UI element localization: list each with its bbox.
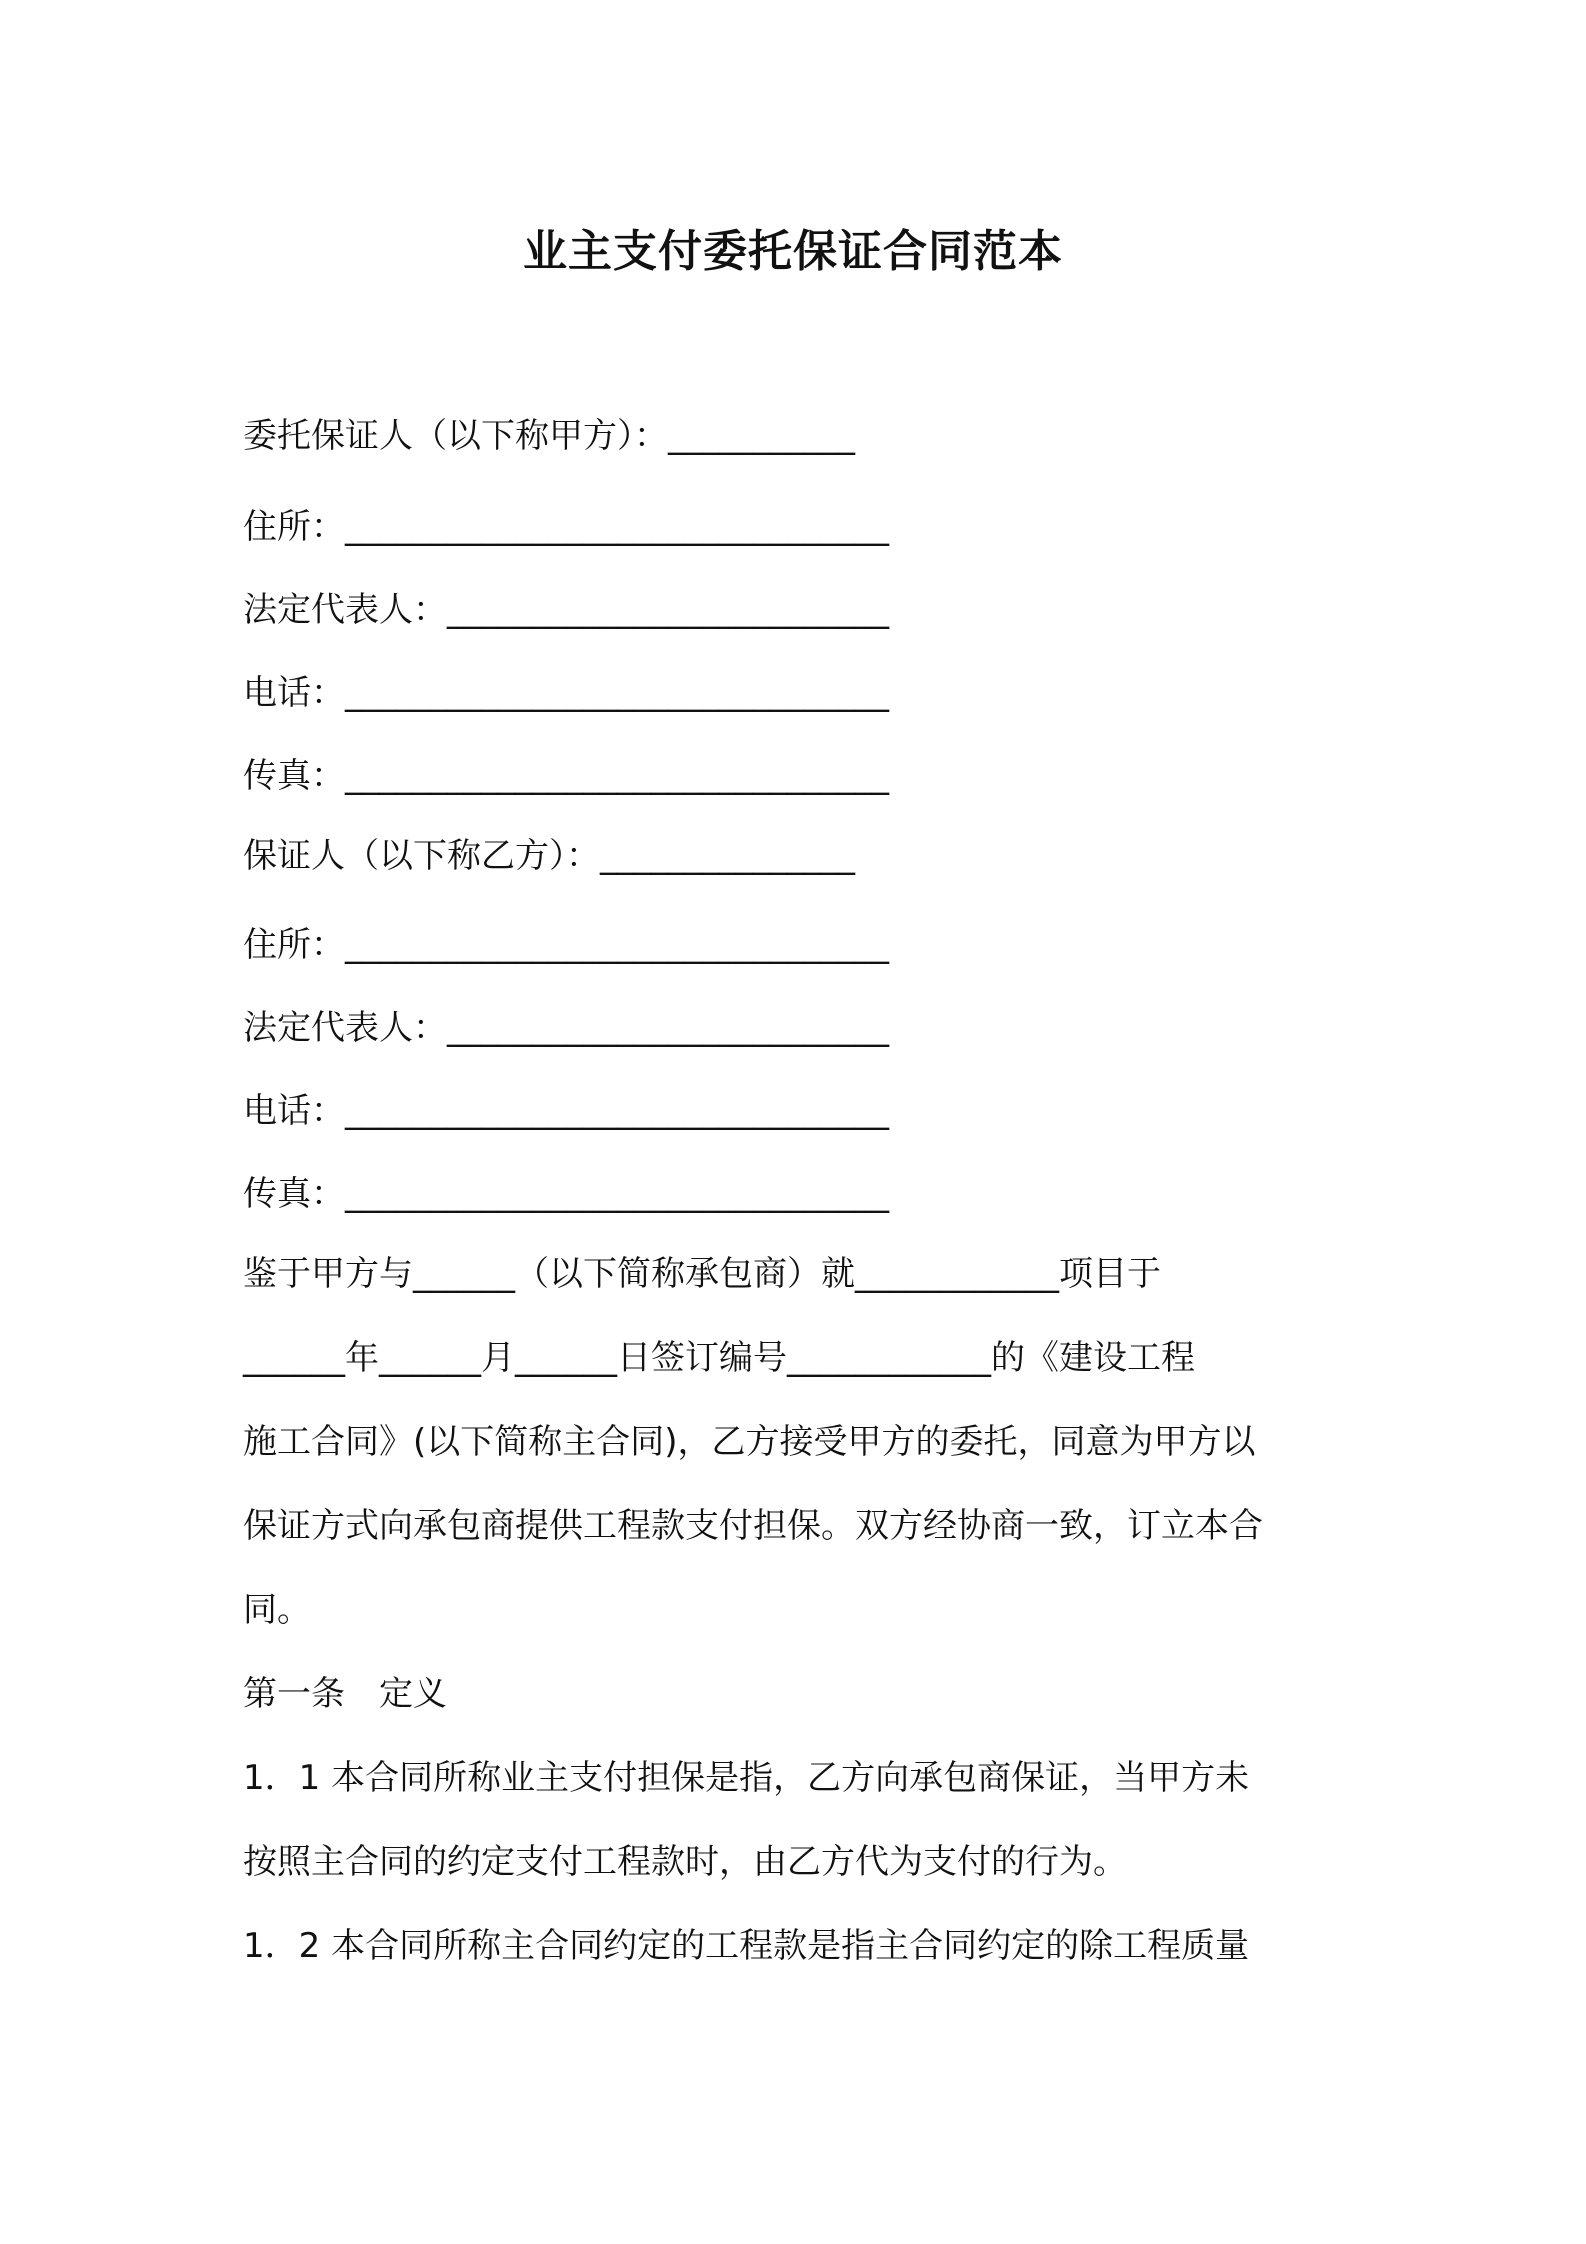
preamble-line-4: 保证方式向承包商提供工程款支付担保。双方经协商一致，订立本合 [243,1506,1263,1546]
party-b-address: 住所：________________________________ [243,925,889,965]
party-b-heading: 保证人（以下称乙方）：_______________ [243,836,855,876]
party-a-legal-rep: 法定代表人：__________________________ [243,590,889,630]
party-a-address: 住所：________________________________ [243,507,889,547]
party-b-phone: 电话：________________________________ [243,1091,889,1131]
party-a-fax: 传真：________________________________ [243,756,889,796]
clause-1-1-line-1: 1．1 本合同所称业主支付担保是指，乙方向承包商保证，当甲方未 [243,1758,1250,1798]
document-title: 业主支付委托保证合同范本 [523,226,1063,277]
preamble-line-3: 施工合同》(以下简称主合同)，乙方接受甲方的委托，同意为甲方以 [243,1422,1256,1462]
clause-1-2-line-1: 1．2 本合同所称主合同约定的工程款是指主合同约定的除工程质量 [243,1926,1250,1966]
party-a-heading: 委托保证人（以下称甲方）：___________ [243,416,855,456]
article-1-heading: 第一条 定义 [243,1674,447,1714]
clause-1-1-line-2: 按照主合同的约定支付工程款时，由乙方代为支付的行为。 [243,1842,1127,1882]
party-b-legal-rep: 法定代表人：__________________________ [243,1008,889,1048]
preamble-line-2: ______年______月______日签订编号____________的《建设工程 [243,1338,1195,1378]
preamble-line-1: 鉴于甲方与______（以下简称承包商）就____________项目于 [243,1254,1161,1294]
party-a-phone: 电话：________________________________ [243,673,889,713]
preamble-line-5: 同。 [243,1590,311,1630]
party-b-fax: 传真：________________________________ [243,1174,889,1214]
